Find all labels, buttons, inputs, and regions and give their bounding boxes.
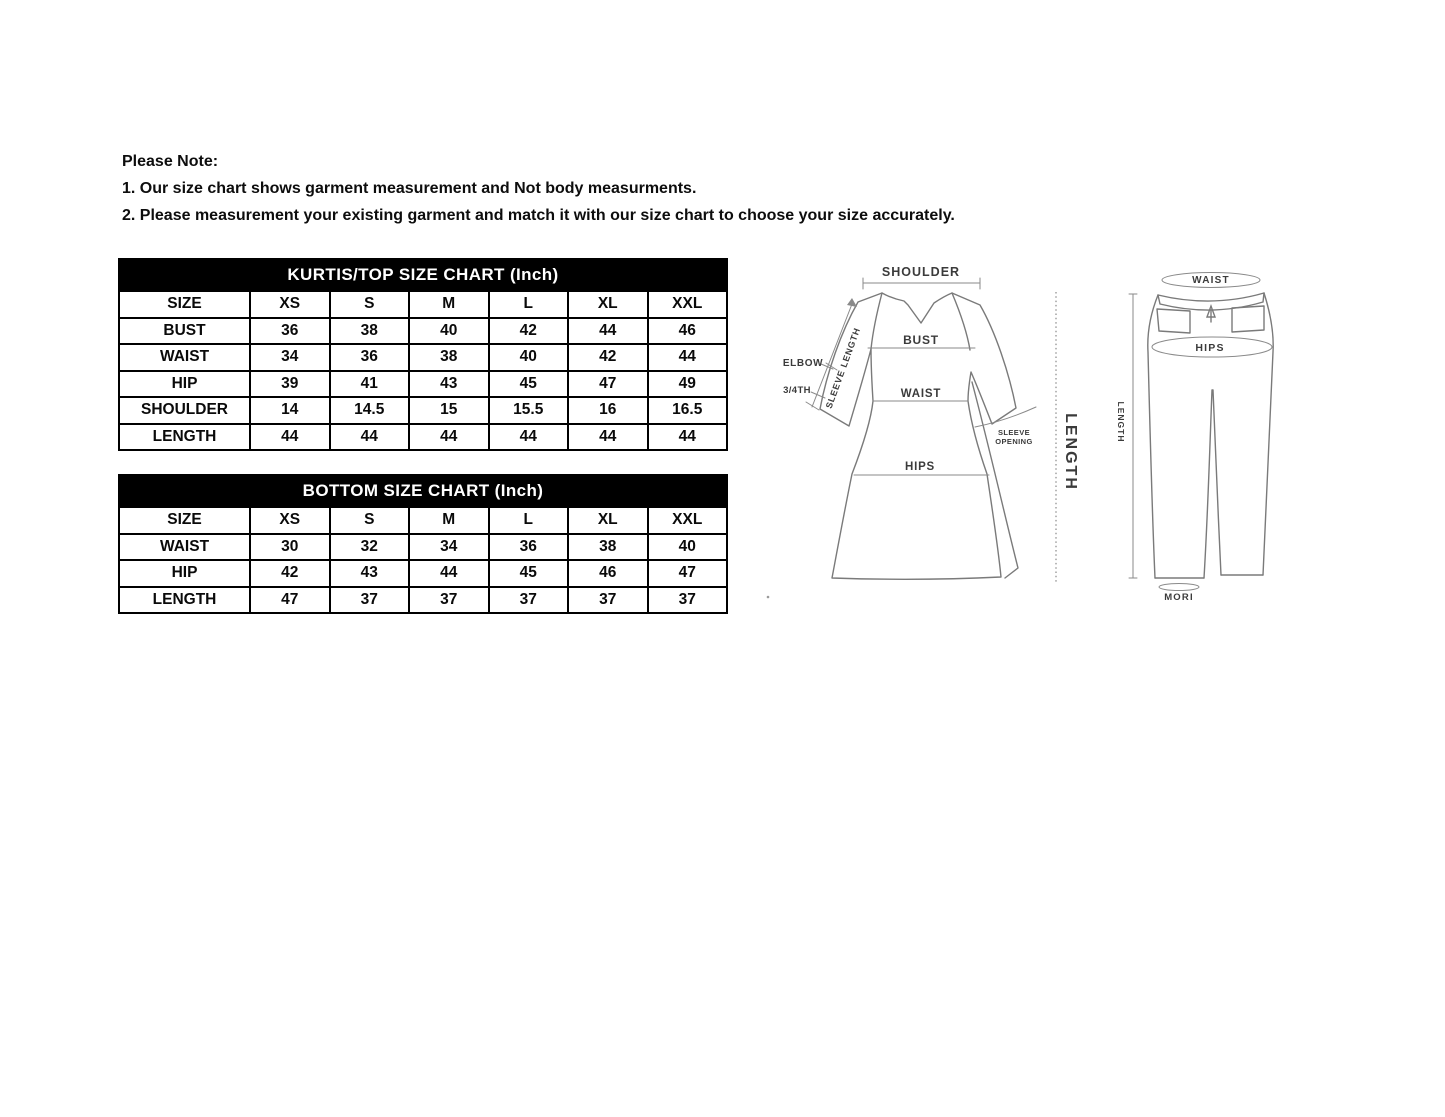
pants-inner-legs: [1204, 390, 1221, 578]
note-line-2: 2. Please measurement your existing garment and match it with our size chart to choose your size accurately.: [122, 207, 955, 224]
waist-label: WAIST: [900, 388, 942, 400]
table-cell: 14.5: [330, 397, 410, 424]
table-cell: 16: [568, 397, 648, 424]
table-cell: 14: [250, 397, 330, 424]
elbow-label: ELBOW: [782, 358, 824, 369]
pants-length-measure-line: [1129, 294, 1137, 578]
table-cell: 36: [330, 344, 410, 371]
column-header-cell: SIZE: [119, 291, 250, 318]
table-cell: 46: [648, 318, 728, 345]
table-cell: 44: [648, 424, 728, 451]
kurti-left-seam: [871, 293, 882, 349]
table-cell: 38: [330, 318, 410, 345]
pants-hips-label: HIPS: [1195, 342, 1225, 354]
table-cell: 46: [568, 560, 648, 587]
note-line-1: 1. Our size chart shows garment measurement and Not body measurments.: [122, 180, 697, 197]
shoulder-measure-line: [863, 278, 980, 289]
table-cell: LENGTH: [119, 424, 250, 451]
column-header-cell: XL: [568, 291, 648, 318]
table-cell: 38: [409, 344, 489, 371]
table-cell: 32: [330, 534, 410, 561]
kurti-right-seam: [952, 293, 970, 350]
column-header-cell: L: [489, 507, 569, 534]
table-cell: 42: [489, 318, 569, 345]
table-cell: BUST: [119, 318, 250, 345]
sleeve-opening-leader: [975, 407, 1036, 427]
table-cell: 30: [250, 534, 330, 561]
table-cell: 44: [489, 424, 569, 451]
table-cell: 44: [568, 318, 648, 345]
pants-waist-label: WAIST: [1192, 275, 1230, 286]
table-cell: 39: [250, 371, 330, 398]
kurti-length-label: LENGTH: [1062, 413, 1079, 491]
table-cell: 37: [489, 587, 569, 614]
column-header-cell: XXL: [648, 291, 728, 318]
table-cell: HIP: [119, 371, 250, 398]
table-cell: 45: [489, 560, 569, 587]
table-cell: 15.5: [489, 397, 569, 424]
table-cell: 37: [409, 587, 489, 614]
scan-speck: [767, 596, 770, 599]
table-cell: 40: [648, 534, 728, 561]
pants-right-pocket: [1232, 306, 1264, 332]
table-cell: 44: [409, 424, 489, 451]
bust-label: BUST: [903, 333, 939, 347]
shoulder-label: SHOULDER: [881, 265, 961, 279]
column-header-cell: M: [409, 507, 489, 534]
table-cell: 44: [330, 424, 410, 451]
sleeve-length-label: SLEEVE LENGTH: [823, 326, 863, 410]
table-cell: WAIST: [119, 344, 250, 371]
table-cell: HIP: [119, 560, 250, 587]
table-cell: 36: [489, 534, 569, 561]
hips-label: HIPS: [904, 461, 936, 473]
table-title: BOTTOM SIZE CHART (Inch): [119, 475, 727, 507]
column-header-cell: XL: [568, 507, 648, 534]
table-cell: 36: [250, 318, 330, 345]
table-cell: 37: [330, 587, 410, 614]
column-header-cell: S: [330, 291, 410, 318]
table-title: KURTIS/TOP SIZE CHART (Inch): [119, 259, 727, 291]
table-cell: SHOULDER: [119, 397, 250, 424]
table-cell: 38: [568, 534, 648, 561]
table-cell: 34: [409, 534, 489, 561]
table-cell: 44: [250, 424, 330, 451]
pants-left-outer-edge: [1148, 295, 1158, 578]
pants-left-pocket: [1157, 309, 1190, 333]
column-header-cell: S: [330, 507, 410, 534]
pants-mori-ellipse: [1159, 584, 1199, 591]
table-cell: 41: [330, 371, 410, 398]
table-cell: 44: [409, 560, 489, 587]
table-cell: 47: [250, 587, 330, 614]
sleeve-opening-label-line2: OPENING: [995, 437, 1033, 446]
table-cell: 40: [409, 318, 489, 345]
table-cell: 34: [250, 344, 330, 371]
table-cell: WAIST: [119, 534, 250, 561]
sleeve-length-arrowhead: [847, 298, 857, 307]
sleeve-opening-label-line1: SLEEVE: [998, 428, 1030, 437]
table-cell: 16.5: [648, 397, 728, 424]
column-header-cell: M: [409, 291, 489, 318]
table-cell: LENGTH: [119, 587, 250, 614]
table-cell: 42: [250, 560, 330, 587]
notes-heading: Please Note:: [122, 153, 219, 170]
column-header-cell: L: [489, 291, 569, 318]
table-cell: 44: [648, 344, 728, 371]
column-header-cell: SIZE: [119, 507, 250, 534]
column-header-cell: XS: [250, 291, 330, 318]
table-cell: 45: [489, 371, 569, 398]
column-header-cell: XS: [250, 507, 330, 534]
three-fourth-label: 3/4TH: [783, 385, 811, 396]
table-cell: 37: [568, 587, 648, 614]
kurti-diagram: [767, 265, 1079, 598]
table-cell: 49: [648, 371, 728, 398]
pants-mori-label: MORI: [1164, 592, 1194, 603]
pants-length-label: LENGTH: [1116, 401, 1126, 443]
table-cell: 44: [568, 424, 648, 451]
table-cell: 43: [409, 371, 489, 398]
table-cell: 47: [568, 371, 648, 398]
pants-right-outer-edge: [1263, 293, 1273, 575]
table-cell: 40: [489, 344, 569, 371]
table-cell: 37: [648, 587, 728, 614]
table-cell: 15: [409, 397, 489, 424]
table-cell: 47: [648, 560, 728, 587]
table-cell: 42: [568, 344, 648, 371]
pants-diagram: [1116, 273, 1273, 604]
column-header-cell: XXL: [648, 507, 728, 534]
table-cell: 43: [330, 560, 410, 587]
